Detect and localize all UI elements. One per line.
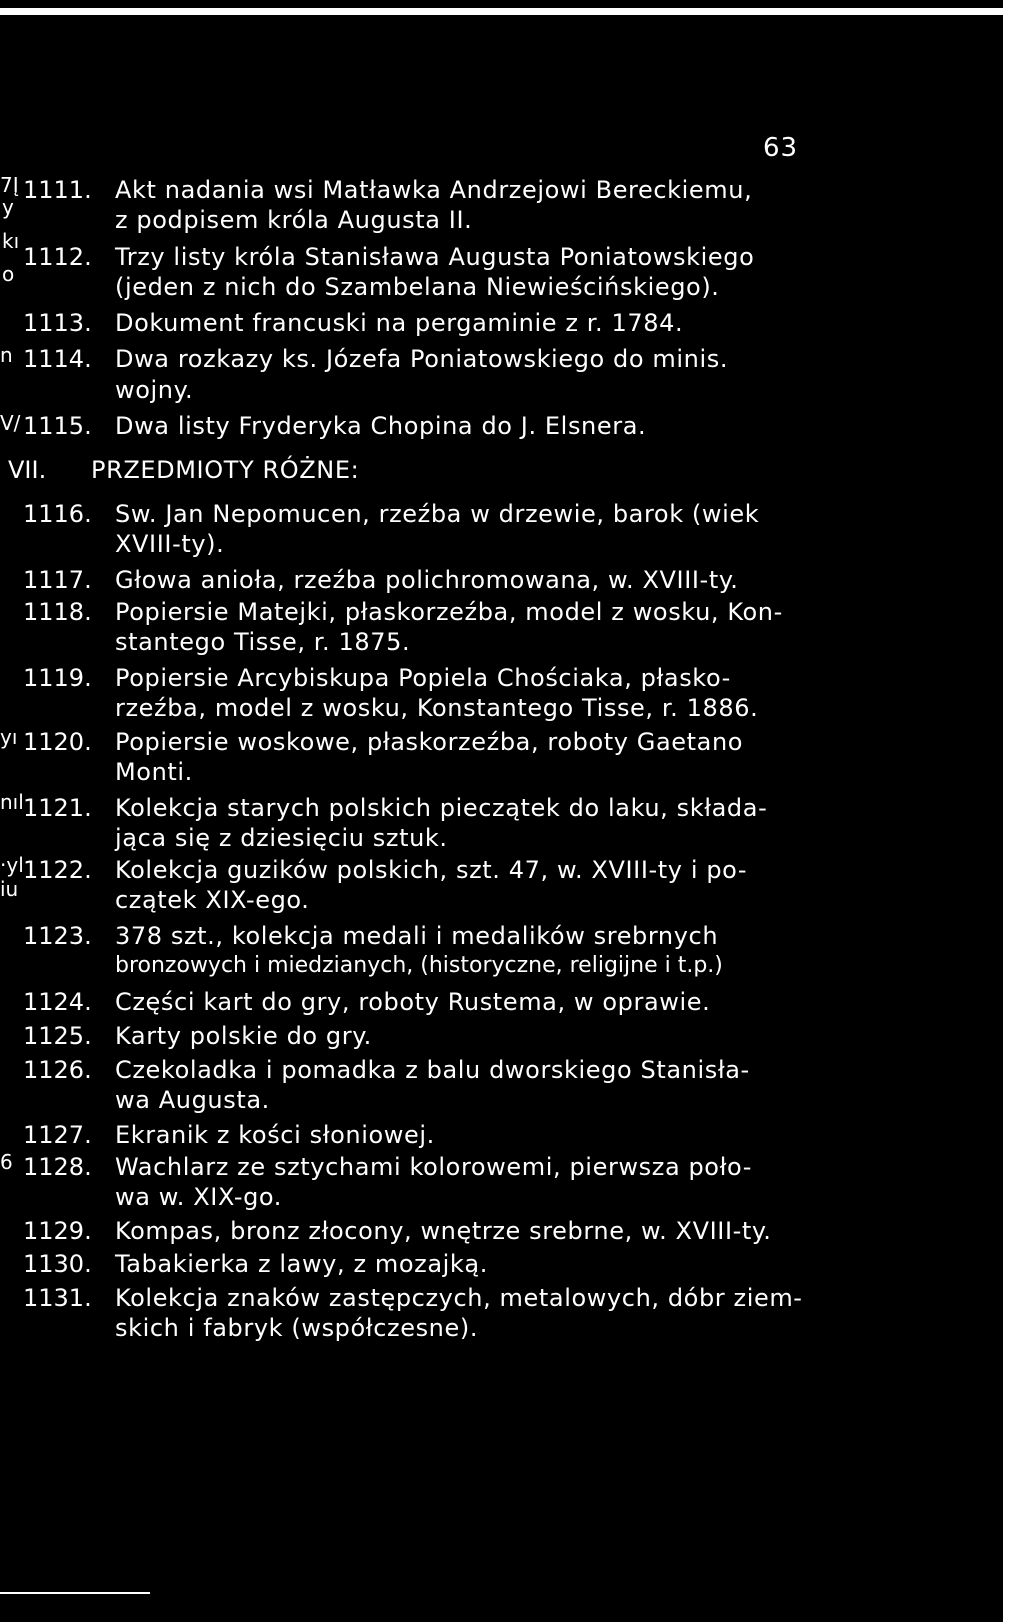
entry-number: 1118. xyxy=(23,598,92,626)
entry-text-line: Monti. xyxy=(115,758,193,786)
entry-text-line: Głowa anioła, rzeźba polichromowana, w. XVIII-ty. xyxy=(115,566,739,594)
entry-text-line: Kolekcja starych polskich pieczątek do laku, składa- xyxy=(115,794,768,822)
margin-fragment: iu xyxy=(0,877,19,901)
entry-text-line: Części kart do gry, roboty Rustema, w oprawie. xyxy=(115,988,711,1016)
scanned-page xyxy=(0,15,1003,1622)
entry-number: 1122. xyxy=(23,856,92,884)
entry-text-line: rzeźba, model z wosku, Konstantego Tisse, r. 1886. xyxy=(115,694,759,722)
entry-number: 1119. xyxy=(23,664,92,692)
entry-text-line: Popiersie Matejki, płaskorzeźba, model z wosku, Kon- xyxy=(115,598,783,626)
entry-text-line: Trzy listy króla Stanisława Augusta Poniatowskiego xyxy=(115,243,755,271)
entry-text-line: Ekranik z kości słoniowej. xyxy=(115,1121,435,1149)
margin-fragment: 7Į xyxy=(0,173,19,197)
entry-text-line: Akt nadania wsi Matławka Andrzejowi Bereckiemu, xyxy=(115,176,753,204)
entry-text-line: bronzowych i miedzianych, (historyczne, religijne i t.p.) xyxy=(115,953,723,978)
entry-text-line: wa Augusta. xyxy=(115,1086,270,1114)
margin-fragment: yı xyxy=(0,725,18,749)
entry-number: 1121. xyxy=(23,794,92,822)
entry-number: 1116. xyxy=(23,500,92,528)
margin-fragment: ·yl xyxy=(0,853,24,877)
margin-fragment: n xyxy=(0,343,13,367)
entry-text-line: Popiersie woskowe, płaskorzeźba, roboty Gaetano xyxy=(115,728,744,756)
entry-text-line: Kolekcja znaków zastępczych, metalowych, dóbr ziem- xyxy=(115,1284,803,1312)
entry-text-line: wa w. XIX-go. xyxy=(115,1183,282,1211)
entry-text-line: stantego Tisse, r. 1875. xyxy=(115,628,411,656)
entry-text-line: skich i fabryk (współczesne). xyxy=(115,1314,479,1342)
entry-text-line: z podpisem króla Augusta II. xyxy=(115,206,473,234)
entry-number: 1126. xyxy=(23,1056,92,1084)
entry-number: 1130. xyxy=(23,1250,92,1278)
entry-text-line: (jeden z nich do Szambelana Niewieścińskiego). xyxy=(115,273,720,301)
entry-text-line: Popiersie Arcybiskupa Popiela Chościaka, płasko- xyxy=(115,664,731,692)
entry-text-line: Dwa rozkazy ks. Józefa Poniatowskiego do minis. xyxy=(115,345,729,373)
section-title: PRZEDMIOTY RÓŻNE: xyxy=(91,456,360,484)
entry-text-line: Dwa listy Fryderyka Chopina do J. Elsnera. xyxy=(115,412,647,440)
entry-number: 1131. xyxy=(23,1284,92,1312)
entry-number: 1117. xyxy=(23,566,92,594)
entry-text-line: Czekoladka i pomadka z balu dworskiego Stanisła- xyxy=(115,1056,750,1084)
entry-text-line: czątek XIX-ego. xyxy=(115,886,310,914)
entry-number: 1129. xyxy=(23,1217,92,1245)
entry-number: 1128. xyxy=(23,1153,92,1181)
section-number: VII. xyxy=(8,456,47,484)
entry-number: 1125. xyxy=(23,1022,92,1050)
entry-text-line: Wachlarz ze sztychami kolorowemi, pierwsza poło- xyxy=(115,1153,753,1181)
margin-fragment: nıl xyxy=(0,790,24,814)
margin-fragment: y xyxy=(2,195,14,219)
entry-number: 1112. xyxy=(23,243,92,271)
entry-text-line: wojny. xyxy=(115,376,194,404)
entry-text-line: Kompas, bronz złocony, wnętrze srebrne, w. XVIII-ty. xyxy=(115,1217,772,1245)
entry-number: 1123. xyxy=(23,922,92,950)
entry-number: 1127. xyxy=(23,1121,92,1149)
entry-number: 1115. xyxy=(23,412,92,440)
entry-text-line: XVIII-ty). xyxy=(115,530,225,558)
margin-fragment: V/ xyxy=(0,411,21,435)
entry-number: 1124. xyxy=(23,988,92,1016)
entry-number: 1114. xyxy=(23,345,92,373)
page-number: 63 xyxy=(763,133,799,163)
entry-text-line: Sw. Jan Nepomucen, rzeźba w drzewie, barok (wiek xyxy=(115,500,760,528)
margin-fragment: o xyxy=(2,262,15,286)
margin-fragment: kı xyxy=(2,229,20,253)
entry-text-line: Karty polskie do gry. xyxy=(115,1022,372,1050)
bottom-edge-rule xyxy=(0,1592,150,1594)
entry-text-line: jąca się z dziesięciu sztuk. xyxy=(115,824,448,852)
entry-text-line: Tabakierka z lawy, z mozajką. xyxy=(115,1250,488,1278)
top-scan-edge xyxy=(0,0,1003,8)
entry-text-line: Dokument francuski na pergaminie z r. 1784. xyxy=(115,309,684,337)
entry-number: 1111. xyxy=(23,176,92,204)
margin-fragment: 6 xyxy=(0,1150,13,1174)
entry-number: 1120. xyxy=(23,728,92,756)
entry-number: 1113. xyxy=(23,309,92,337)
entry-text-line: Kolekcja guzików polskich, szt. 47, w. XVIII-ty i po- xyxy=(115,856,748,884)
entry-text-line: 378 szt., kolekcja medali i medalików srebrnych xyxy=(115,922,719,950)
